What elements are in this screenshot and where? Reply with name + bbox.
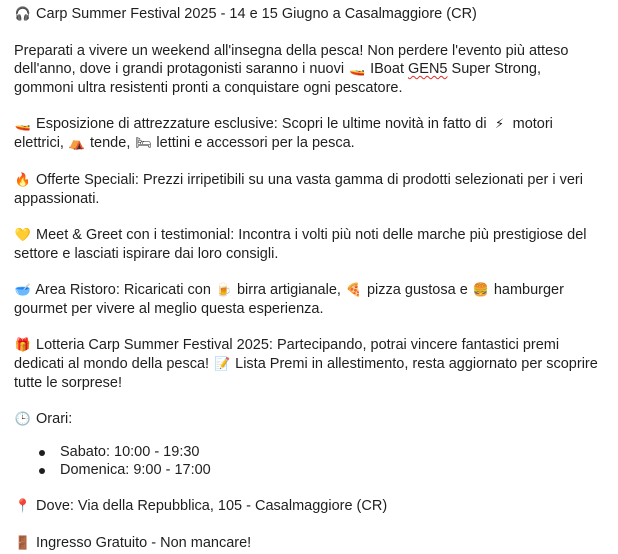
hours-heading [14,410,604,429]
door-icon: 🚪 [14,536,32,551]
pizza-icon: 🍕 [345,283,363,298]
exhibit-text-3: tende, [86,135,135,151]
entry-text: Ingresso Gratuito - Non mancare! [32,535,252,551]
hours-list [14,443,604,479]
meet-text: Meet & Greet con i testimonial: Incontra i volti più noti delle marche più prestigiose del settore e lasciati ispirare dai loro consigli. [14,227,587,262]
boat-icon: 🚤 [348,62,366,77]
bowl-icon: 🥣 [14,283,32,298]
burger-icon: 🍔 [472,283,489,298]
intro-brand: IBoat [370,61,408,77]
location-text: Dove: Via della Repubblica, 105 - Casalmaggiore (CR) [32,498,388,514]
headphones-icon: 🎧 [14,7,32,22]
list-item: Sabato: 10:00 - 19:30 [60,443,604,461]
title-text: Carp Summer Festival 2025 - 14 e 15 Giugno a Casalmaggiore (CR) [36,6,477,22]
exhibit-text-1: Esposizione di attrezzature esclusive: Scopri le ultime novità in fatto di [32,116,491,132]
entry-paragraph [14,534,604,553]
intro-text-before: Preparati a vivere un weekend all'insegna della pesca! Non perdere l'evento più atteso dell'anno, dove i grandi protagonisti saranno i nuovi [14,43,569,77]
hours-label: Orari: [32,411,73,427]
lottery-text-2: Lista Premi in allestimento, resta aggiornato per scoprire tutte le sorprese! [14,356,598,391]
lottery-paragraph [14,336,604,392]
clock-icon: 🕒 [14,412,32,427]
boat-icon: 🚤 [14,117,32,132]
beer-icon: 🍺 [215,283,233,298]
food-text-1: Area Ristoro: Ricaricati con [32,282,215,298]
memo-icon: 📝 [214,357,231,372]
exhibit-text-4: lettini e accessori per la pesca. [152,135,355,151]
food-text-4: hamburger gourmet per vivere al meglio questa esperienza. [14,282,564,317]
bed-icon: 🛏 [135,136,152,151]
intro-text-after: Super Strong, gommoni ultra resistenti pronti a conquistare ogni pescatore. [14,61,541,96]
tent-icon: ⛺ [68,136,86,151]
list-item: Domenica: 9:00 - 17:00 [60,461,604,479]
fire-icon: 🔥 [14,173,32,188]
exhibit-paragraph [14,115,604,153]
food-text-2: birra artigianale, [232,282,345,298]
pin-icon: 📍 [14,499,32,514]
offers-text: Offerte Speciali: Prezzi irripetibili su una vasta gamma di prodotti selezionati per i veri appassionati. [14,172,583,207]
exhibit-text-2: motori elettrici, [14,116,553,151]
food-paragraph [14,281,604,318]
title-line [14,5,604,24]
lottery-text-1: Lotteria Carp Summer Festival 2025: Partecipando, potrai vincere fantastici premi dedicati al mondo della pesca! [14,337,560,372]
intro-model-misspelled[interactable]: GEN5 [408,61,448,77]
intro-paragraph [14,42,604,97]
lightning-icon: ⚡ [495,117,505,132]
meet-paragraph [14,226,604,263]
heart-icon: 💛 [14,228,32,243]
food-text-3: pizza gustosa e [362,282,472,298]
location-paragraph [14,497,604,516]
offers-paragraph [14,171,604,208]
gift-icon: 🎁 [14,338,32,353]
